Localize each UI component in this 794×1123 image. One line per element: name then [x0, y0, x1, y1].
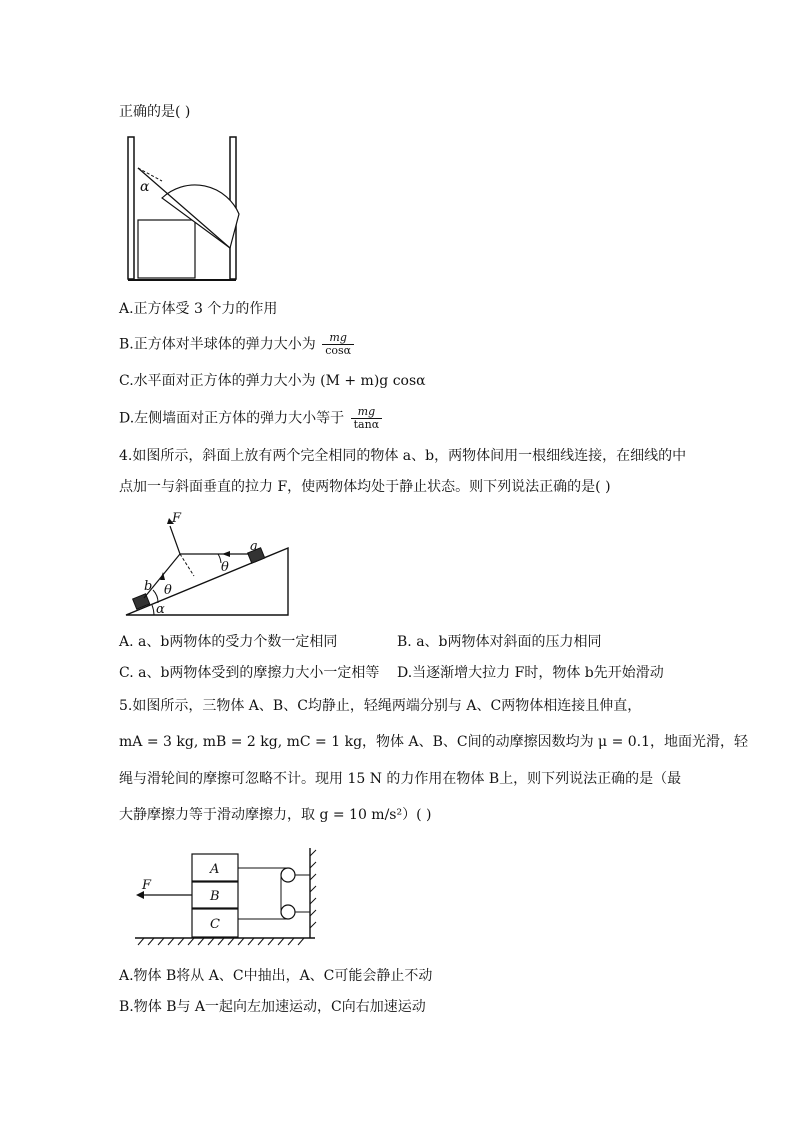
q3-option-b: B.正方体对半球体的弹力大小为 $\frac{mg}{\cos\alpha}$	[119, 332, 354, 357]
q4-stem-line-1: 4.如图所示，斜面上放有两个完全相同的物体 a、b，两物体间用一根细线连接，在细线的中	[119, 448, 687, 464]
q3-figure	[118, 135, 243, 285]
q4-option-b: B. a、b两物体对斜面的压力相同	[397, 634, 602, 650]
q4-option-c: C. a、b两物体受到的摩擦力大小一定相等	[119, 665, 380, 681]
q4-label-b: b	[144, 579, 153, 594]
q5-option-b: B.物体 B与 A一起向左加速运动，C向右加速运动	[119, 999, 426, 1015]
q4-option-d: D.当逐渐增大拉力 F时，物体 b先开始滑动	[397, 665, 664, 681]
q3-stem-tail: 正确的是( )	[119, 104, 191, 120]
q5-label-C: C	[210, 917, 220, 932]
q4-label-alpha: α	[156, 602, 165, 617]
q5-label-A: A	[210, 862, 220, 877]
q5-option-a: A.物体 B将从 A、C中抽出，A、C可能会静止不动	[119, 968, 433, 984]
q5-stem-line-4: 大静摩擦力等于滑动摩擦力，取 g = 10 m/s²）( )	[119, 807, 432, 823]
q4-label-theta-2: θ	[164, 583, 172, 598]
q4-label-theta-1: θ	[221, 560, 229, 575]
q4-option-a: A. a、b两物体的受力个数一定相同	[119, 634, 338, 650]
q5-figure	[130, 846, 330, 948]
q4-stem-line-2: 点加一与斜面垂直的拉力 F，使两物体均处于静止状态。则下列说法正确的是( )	[119, 479, 611, 495]
q3-option-d: D.左侧墙面对正方体的弹力大小等于 $\frac{mg}{\tan\alpha}$	[119, 406, 382, 431]
q5-stem-line-3: 绳与滑轮间的摩擦可忽略不计。现用 15 N 的力作用在物体 B上，则下列说法正确的是（最	[119, 771, 682, 787]
q5-label-F: F	[142, 878, 152, 893]
q3-angle-label: α	[140, 179, 150, 195]
q5-label-B: B	[210, 889, 220, 904]
q4-label-F: F	[172, 511, 182, 526]
q4-label-a: a	[250, 539, 258, 554]
q5-stem-line-1: 5.如图所示，三物体 A、B、C均静止，轻绳两端分别与 A、C两物体相连接且伸直，	[119, 698, 642, 714]
q5-stem-line-2: mA = 3 kg, mB = 2 kg, mC = 1 kg，物体 A、B、C间的动摩擦因数均为 μ = 0.1，地面光滑，轻	[119, 734, 749, 750]
q3-option-c: C.水平面对正方体的弹力大小为 (M + m)g cosα	[119, 373, 426, 389]
q3-option-a: A.正方体受 3 个力的作用	[119, 301, 278, 317]
q4-figure	[118, 508, 298, 620]
